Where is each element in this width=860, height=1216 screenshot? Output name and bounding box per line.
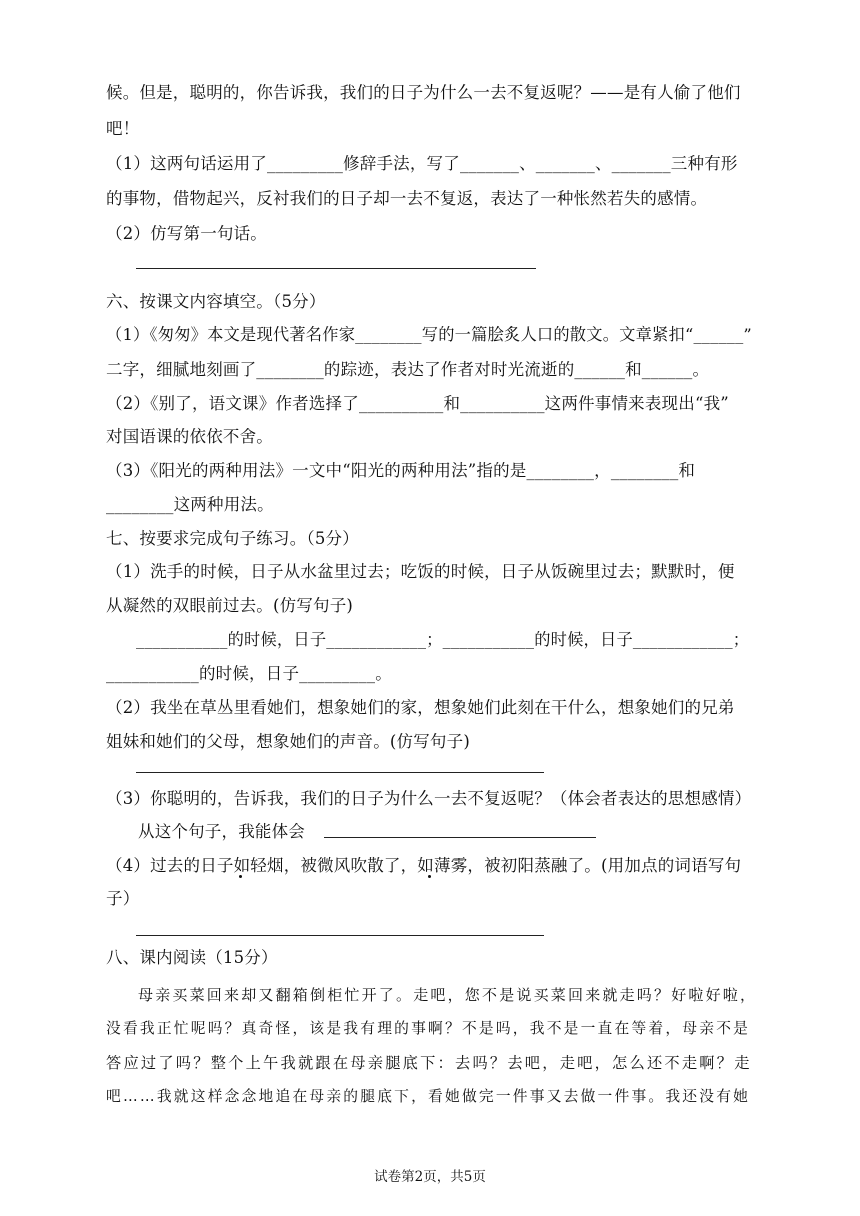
question-6-2: （2）《别了，语文课》作者选择了__________和__________这两件事情来表现出“我” <box>106 394 729 413</box>
text-line: 从这个句子，我能体会 <box>138 822 305 841</box>
answer-line[interactable] <box>136 935 544 936</box>
emphasis-dot <box>239 875 242 878</box>
question-6-1: （1）《匆匆》本文是现代著名作家________写的一篇脍炙人口的散文。文章紧扣“______” <box>106 325 752 344</box>
text-line: 对国语课的依依不舍。 <box>106 427 273 446</box>
text-line: 姐妹和她们的父母，想象她们的声音。(仿写句子) <box>106 732 470 751</box>
answer-line[interactable] <box>136 772 544 773</box>
question-7-4: （4）过去的日子如轻烟，被微风吹散了，如薄雾，被初阳蒸融了。(用加点的词语写句 <box>106 856 742 875</box>
reading-passage-line: 答应过了吗？整个上午我就跟在母亲腿底下：去吗？去吧，走吧，怎么还不走啊？走 <box>106 1054 752 1072</box>
section-heading-7: 七、按要求完成句子练习。（5分） <box>106 529 359 548</box>
reading-passage-line: 没看我正忙呢吗？真奇怪，该是我有理的事啊？不是吗，我不是一直在等着，母亲不是 <box>106 1020 751 1037</box>
question-7-3: （3）你聪明的，告诉我，我们的日子为什么一去不复返呢？（体会者表达的思想感情） <box>106 789 752 808</box>
text-line: ________这两种用法。 <box>106 495 274 514</box>
question-6-3: （3）《阳光的两种用法》一文中“阳光的两种用法”指的是________，________和 <box>106 461 696 480</box>
fill-in-line[interactable]: ___________的时候，日子____________；___________的时候，日子____________； <box>136 630 750 649</box>
answer-line[interactable] <box>136 268 536 269</box>
question-5-1: （1）这两句话运用了_________修辞手法，写了_______、_______、_______三种有形 <box>106 154 738 173</box>
page-footer: 试卷第2页，共5页 <box>374 1169 486 1185</box>
text-line: 子） <box>106 889 140 908</box>
reading-passage-line: 母亲买菜回来却又翻箱倒柜忙开了。走吧，您不是说买菜回来就走吗？好啦好啦， <box>138 986 758 1004</box>
section-heading-8: 八、课内阅读（15分） <box>106 948 278 967</box>
reading-passage-line: 吧……我就这样念念地追在母亲的腿底下，看她做完一件事又去做一件事。我还没有她 <box>106 1088 751 1105</box>
question-7-1: （1）洗手的时候，日子从水盆里过去；吃饭的时候，日子从饭碗里过去；默默时，便 <box>106 562 735 581</box>
text-line: 二字，细腻地刻画了________的踪迹，表达了作者对时光流逝的______和______。 <box>106 360 710 379</box>
fill-in-line[interactable]: ___________的时候，日子_________。 <box>106 664 392 683</box>
emphasis-dot <box>428 875 431 878</box>
section-heading-6: 六、按课文内容填空。（5分） <box>106 292 326 311</box>
answer-line[interactable] <box>324 837 596 838</box>
text-line: 的事物，借物起兴，反衬我们的日子却一去不复返，表达了一种怅然若失的感情。 <box>106 189 708 208</box>
text-line: 吧！ <box>106 119 140 138</box>
question-5-2: （2）仿写第一句话。 <box>106 224 267 243</box>
text-line: 候。但是，聪明的，你告诉我，我们的日子为什么一去不复返呢？——是有人偷了他们 <box>106 83 741 102</box>
text-line: 从凝然的双眼前过去。(仿写句子) <box>106 596 354 615</box>
question-7-2: （2）我坐在草丛里看她们，想象她们的家，想象她们此刻在干什么，想象她们的兄弟 <box>106 698 735 717</box>
